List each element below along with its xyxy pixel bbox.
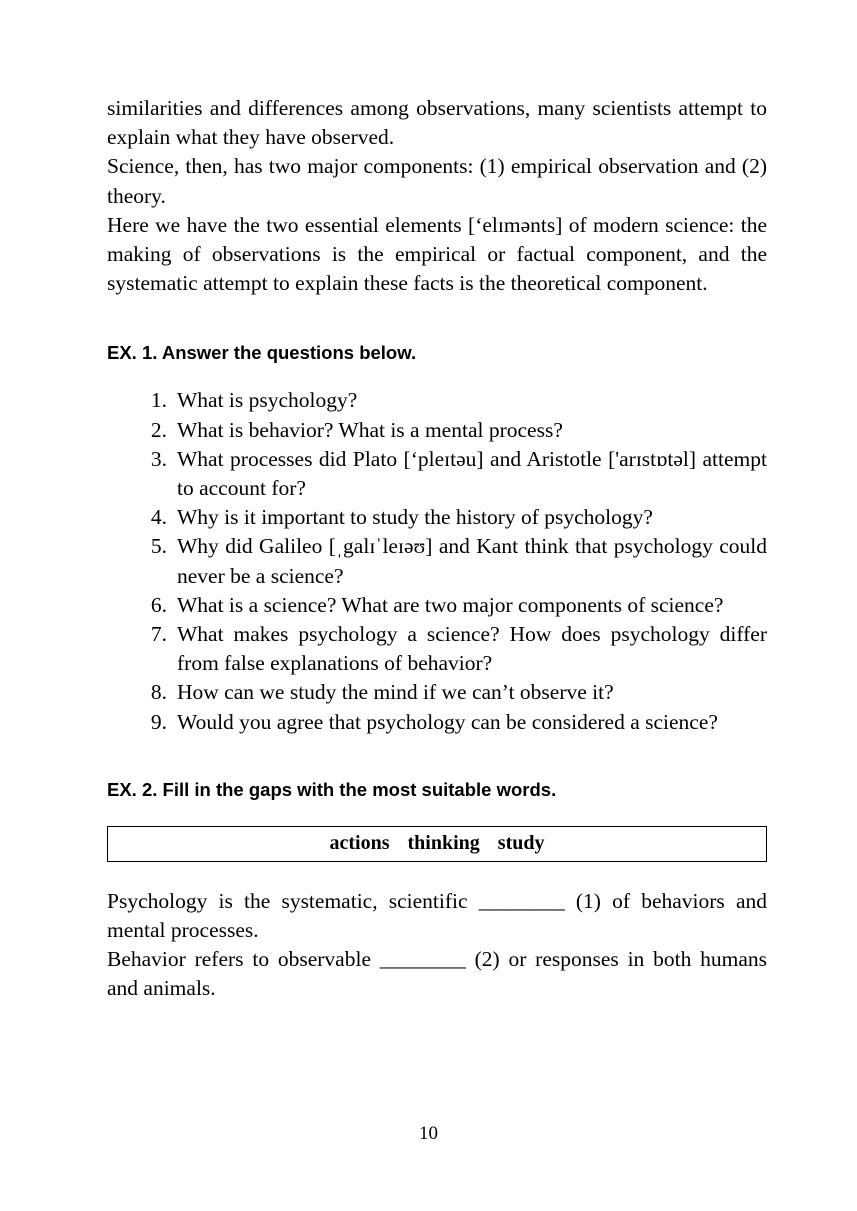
question-item [107, 416, 767, 445]
question-number: 4. [150, 505, 167, 530]
fill-in-text [107, 887, 767, 1004]
question-list [107, 386, 767, 736]
question-number: 2. [150, 417, 167, 442]
question-item [107, 445, 767, 503]
fill-paragraph-2: Behavior refers to observable ________ (2) or responses in both humans and animals. [107, 947, 767, 1001]
question-item [107, 591, 767, 620]
question-item [107, 708, 767, 737]
question-number: 8. [150, 680, 167, 705]
intro-paragraph-2: Science, then, has two major components: (1) empirical observation and (2) theory. [107, 154, 767, 208]
question-number: 5. [150, 534, 167, 559]
word-bank-box [107, 826, 767, 862]
intro-text [107, 94, 767, 298]
question-text: Would you agree that psychology can be considered a science? [177, 709, 718, 734]
question-text: Why did Galileo [ˌgalɪˈleɪəʊ] and Kant think that psychology could never be a science? [177, 534, 767, 588]
question-text: What is a science? What are two major components of science? [177, 592, 724, 617]
intro-paragraph-3: Here we have the two essential elements [‘elɪmənts] of modern science: the making of observations is the empirical or factual component, and the systematic attempt to explain these facts is the theoretical component. [107, 212, 767, 296]
question-number: 7. [150, 622, 167, 647]
intro-paragraph-1: similarities and differences among observations, many scientists attempt to explain what they have observed. [107, 96, 767, 150]
question-text: What processes did Plato [‘pleɪtəu] and Aristotle ['arɪstɒtəl] attempt to account for? [177, 446, 767, 501]
question-text: Why is it important to study the history of psychology? [177, 505, 653, 530]
word-bank-item: study [497, 832, 545, 855]
question-number: 9. [150, 709, 167, 734]
question-number: 1. [150, 388, 167, 413]
fill-paragraph-1: Psychology is the systematic, scientific ________ (1) of behaviors and mental processes. [107, 888, 767, 943]
word-bank-item: thinking [407, 832, 480, 855]
question-item [107, 620, 767, 678]
question-item [107, 386, 767, 415]
question-item [107, 678, 767, 707]
question-item [107, 503, 767, 532]
question-text: How can we study the mind if we can’t observe it? [177, 680, 614, 705]
page-content [107, 94, 767, 1004]
word-bank-item: actions [329, 832, 390, 855]
question-number: 6. [150, 592, 167, 617]
exercise-2-heading: EX. 2. Fill in the gaps with the most suitable words. [107, 778, 557, 800]
question-item [107, 532, 767, 590]
page-number: 10 [419, 1123, 438, 1144]
exercise-1-heading: EX. 1. Answer the questions below. [107, 342, 417, 364]
question-number: 3. [150, 446, 167, 471]
question-text: What is behavior? What is a mental process? [177, 417, 563, 442]
question-text: What is psychology? [177, 388, 358, 413]
question-text: What makes psychology a science? How does psychology differ from false explanations of behavior? [177, 622, 767, 676]
